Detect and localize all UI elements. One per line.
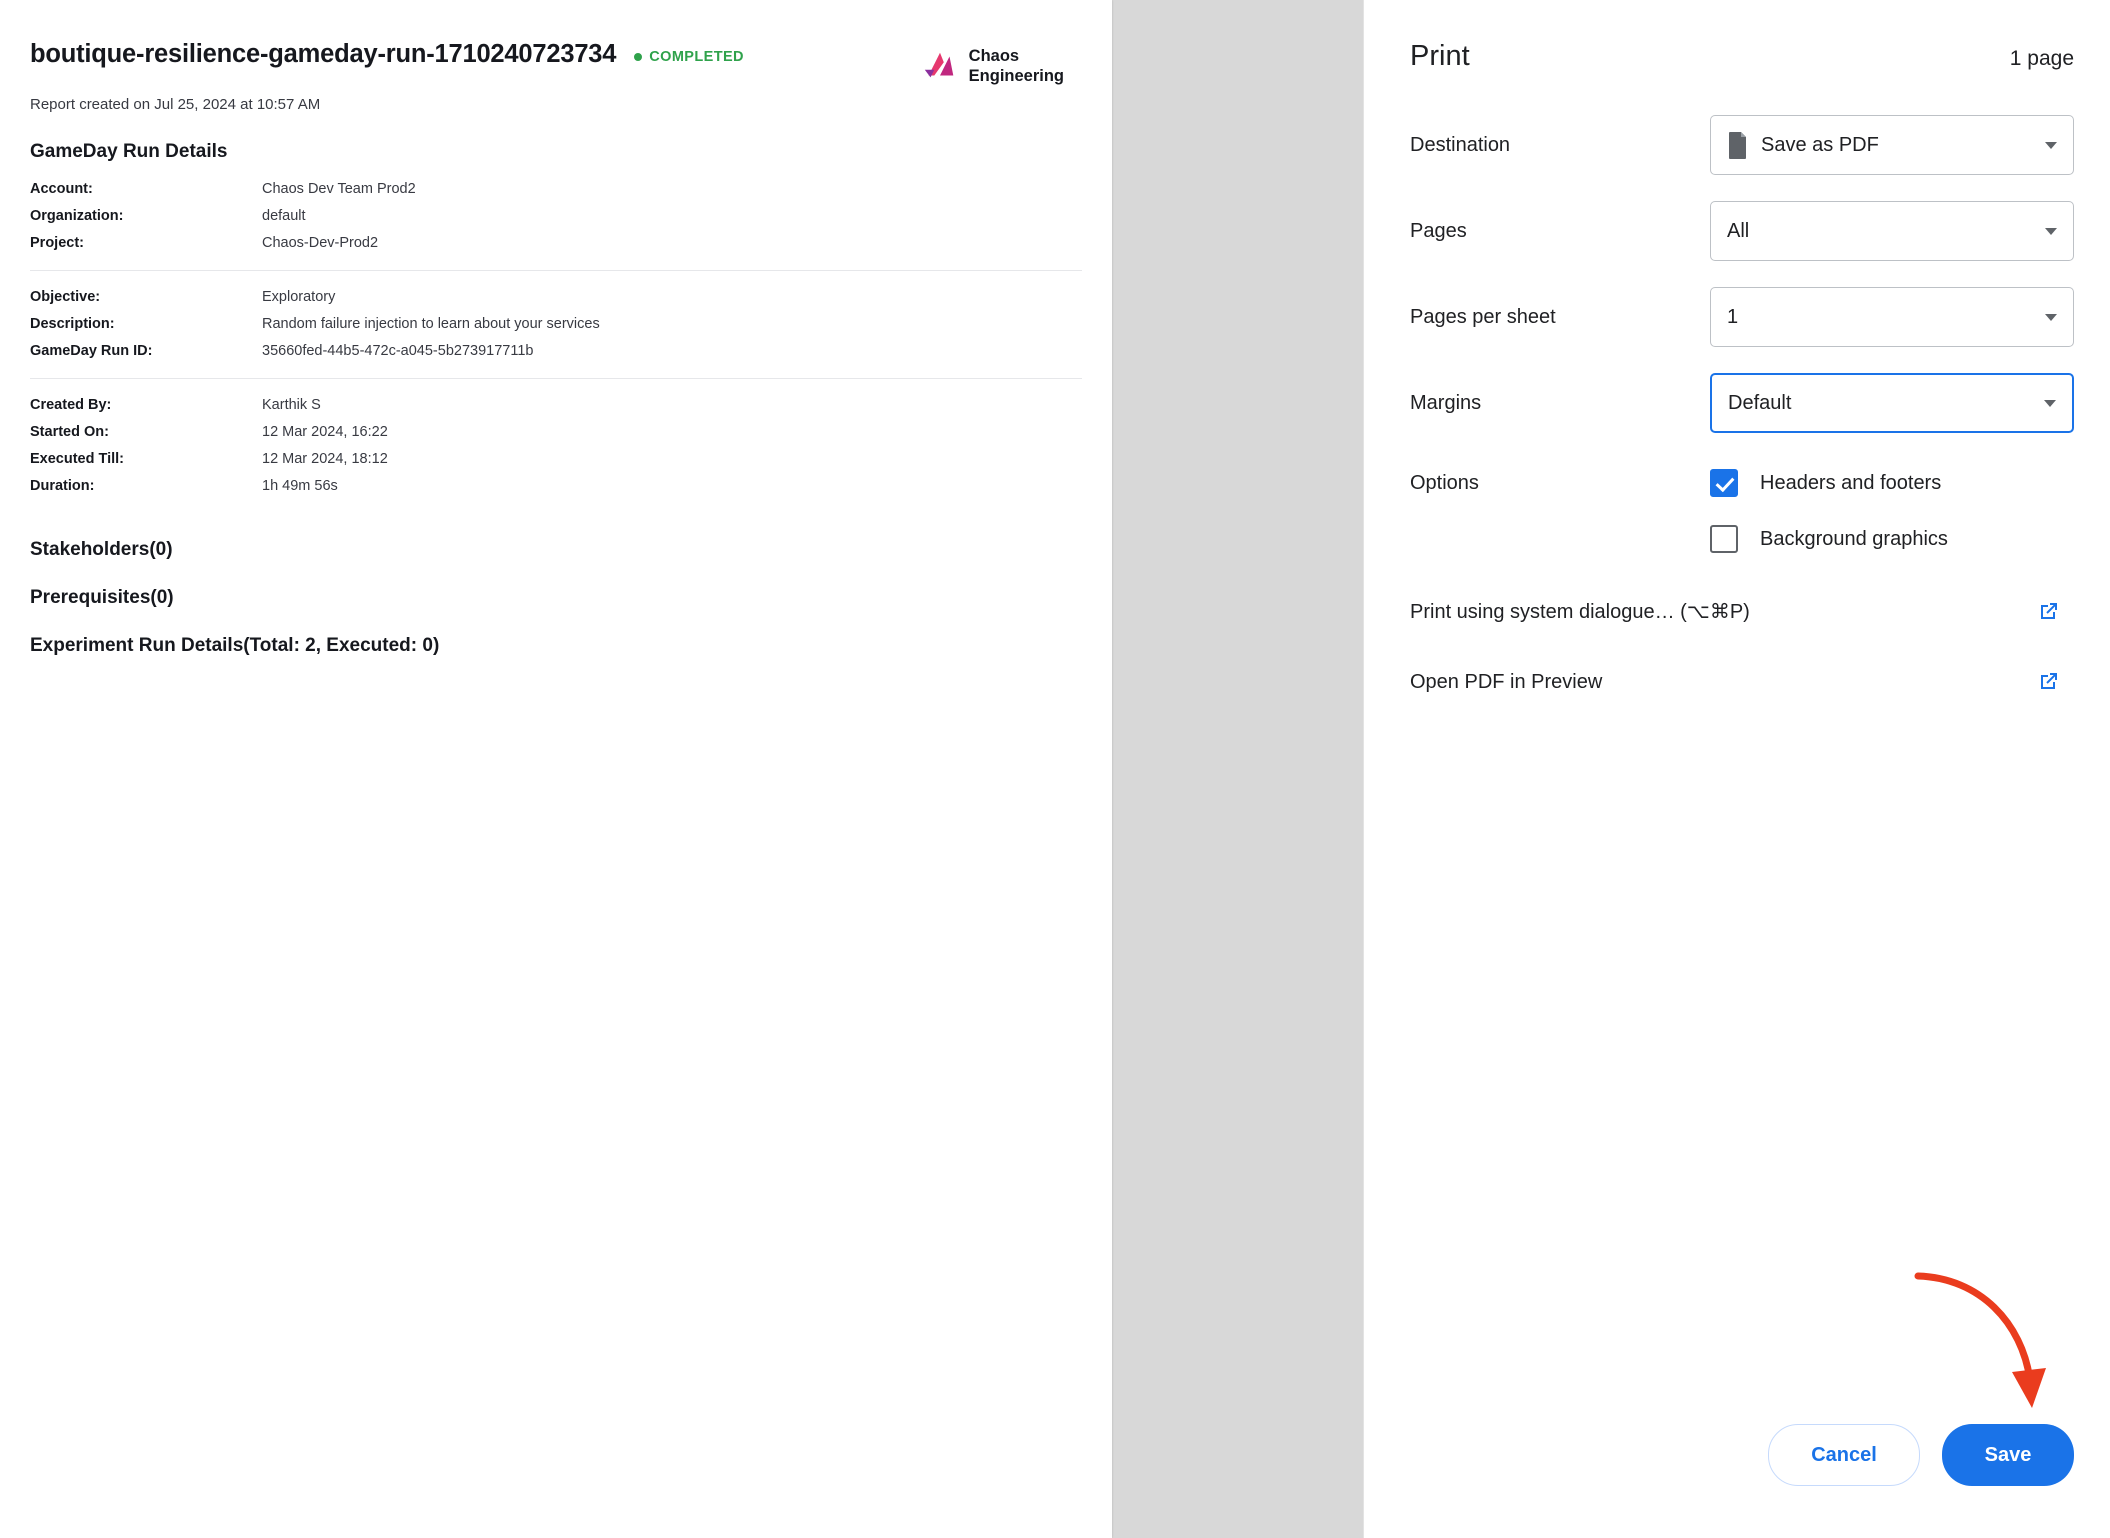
margins-select[interactable] (1710, 373, 2074, 433)
experiment-run-details-heading: Experiment Run Details(Total: 2, Executed: 0) (30, 635, 440, 657)
detail-value: 12 Mar 2024, 18:12 (262, 450, 388, 467)
brand-logo (921, 46, 1064, 86)
section-title: GameDay Run Details (30, 141, 228, 163)
detail-row (30, 175, 1082, 202)
stakeholders-heading: Stakeholders(0) (30, 539, 173, 561)
pages-per-sheet-value: 1 (1727, 305, 1739, 328)
print-dialog (1363, 0, 2110, 1538)
detail-row (30, 337, 1082, 364)
print-system-dialogue-label: Print using system dialogue… (⌥⌘P) (1410, 601, 1750, 623)
detail-value: 35660fed-44b5-472c-a045-5b273917711b (262, 342, 534, 359)
document-icon (1727, 131, 1749, 159)
external-link-icon (2036, 600, 2060, 624)
detail-key: Organization: (30, 207, 124, 224)
detail-value: Exploratory (262, 288, 336, 305)
destination-label: Destination (1410, 133, 1511, 156)
print-dialog-title: Print (1410, 40, 1470, 72)
margins-label: Margins (1410, 391, 1482, 414)
pages-field-row (1410, 201, 2074, 261)
margins-field-row (1410, 373, 2074, 433)
brand-text (969, 46, 1064, 86)
headers-and-footers-checkbox[interactable] (1710, 469, 1738, 497)
brand-line-1: Chaos (968, 47, 1020, 65)
detail-key: Executed Till: (30, 450, 125, 467)
detail-row (30, 283, 1082, 310)
annotation-arrow-icon (1910, 1268, 2050, 1418)
background-graphics-option-row (1410, 525, 2074, 553)
detail-row (30, 310, 1082, 337)
detail-value: Random failure injection to learn about your services (262, 315, 600, 332)
prerequisites-heading: Prerequisites(0) (30, 587, 174, 609)
detail-key: Started On: (30, 423, 109, 440)
detail-key: Duration: (30, 477, 95, 494)
detail-value: 1h 49m 56s (262, 477, 338, 494)
detail-key: Project: (30, 234, 84, 251)
detail-row (30, 202, 1082, 229)
detail-value: Karthik S (262, 396, 321, 413)
detail-value: default (262, 207, 306, 224)
detail-key: Account: (30, 180, 93, 197)
destination-value: Save as PDF (1761, 133, 1879, 156)
destination-field-row (1410, 115, 2074, 175)
chevron-down-icon (2045, 142, 2057, 149)
detail-row (30, 229, 1082, 256)
detail-row (30, 391, 1082, 418)
detail-row (30, 445, 1082, 472)
margins-value: Default (1728, 391, 1792, 414)
dialog-actions (1768, 1424, 2074, 1486)
chevron-down-icon (2045, 314, 2057, 321)
headers-footers-option-row (1410, 469, 2074, 497)
print-dialog-header (1410, 40, 2074, 73)
chevron-down-icon (2044, 400, 2056, 407)
options-label: Options (1410, 471, 1479, 494)
detail-key: Created By: (30, 396, 112, 413)
options-block (1410, 469, 2074, 553)
pages-select[interactable] (1710, 201, 2074, 261)
headers-and-footers-label: Headers and footers (1760, 471, 1942, 494)
print-system-dialogue-link[interactable] (1410, 599, 2074, 624)
status-badge-label: COMPLETED (649, 48, 744, 65)
background-graphics-checkbox[interactable] (1710, 525, 1738, 553)
status-badge (634, 49, 744, 65)
pages-value: All (1727, 219, 1750, 242)
detail-group-2 (30, 283, 1082, 379)
page-count-label: 1 page (2009, 47, 2074, 70)
detail-group-1 (30, 175, 1082, 271)
pages-per-sheet-label: Pages per sheet (1410, 305, 1556, 328)
pages-label: Pages (1410, 219, 1467, 242)
status-dot-icon (634, 53, 642, 61)
document-header (30, 40, 1082, 86)
detail-value: 12 Mar 2024, 16:22 (262, 423, 388, 440)
open-pdf-in-preview-link[interactable] (1410, 670, 2074, 694)
page-title: boutique-resilience-gameday-run-1710240723734 (30, 40, 617, 68)
detail-row (30, 418, 1082, 445)
open-pdf-in-preview-label: Open PDF in Preview (1410, 670, 1603, 693)
pages-per-sheet-field-row (1410, 287, 2074, 347)
pages-per-sheet-select[interactable] (1710, 287, 2074, 347)
detail-value: Chaos-Dev-Prod2 (262, 234, 379, 251)
background-graphics-label: Background graphics (1760, 527, 1948, 550)
cancel-button[interactable]: Cancel (1768, 1424, 1920, 1486)
chaos-engineering-logo-icon (921, 47, 959, 85)
detail-value: Chaos Dev Team Prod2 (262, 180, 416, 197)
detail-key: GameDay Run ID: (30, 342, 153, 359)
detail-key: Description: (30, 315, 115, 332)
save-button[interactable]: Save (1942, 1424, 2074, 1486)
destination-select[interactable] (1710, 115, 2074, 175)
report-created-note: Report created on Jul 25, 2024 at 10:57 AM (30, 96, 321, 114)
external-link-icon (2036, 670, 2060, 694)
detail-key: Objective: (30, 288, 101, 305)
brand-line-2: Engineering (968, 67, 1064, 86)
detail-row (30, 472, 1082, 499)
detail-group-3 (30, 391, 1082, 513)
document-title-group (30, 40, 744, 69)
chevron-down-icon (2045, 228, 2057, 235)
